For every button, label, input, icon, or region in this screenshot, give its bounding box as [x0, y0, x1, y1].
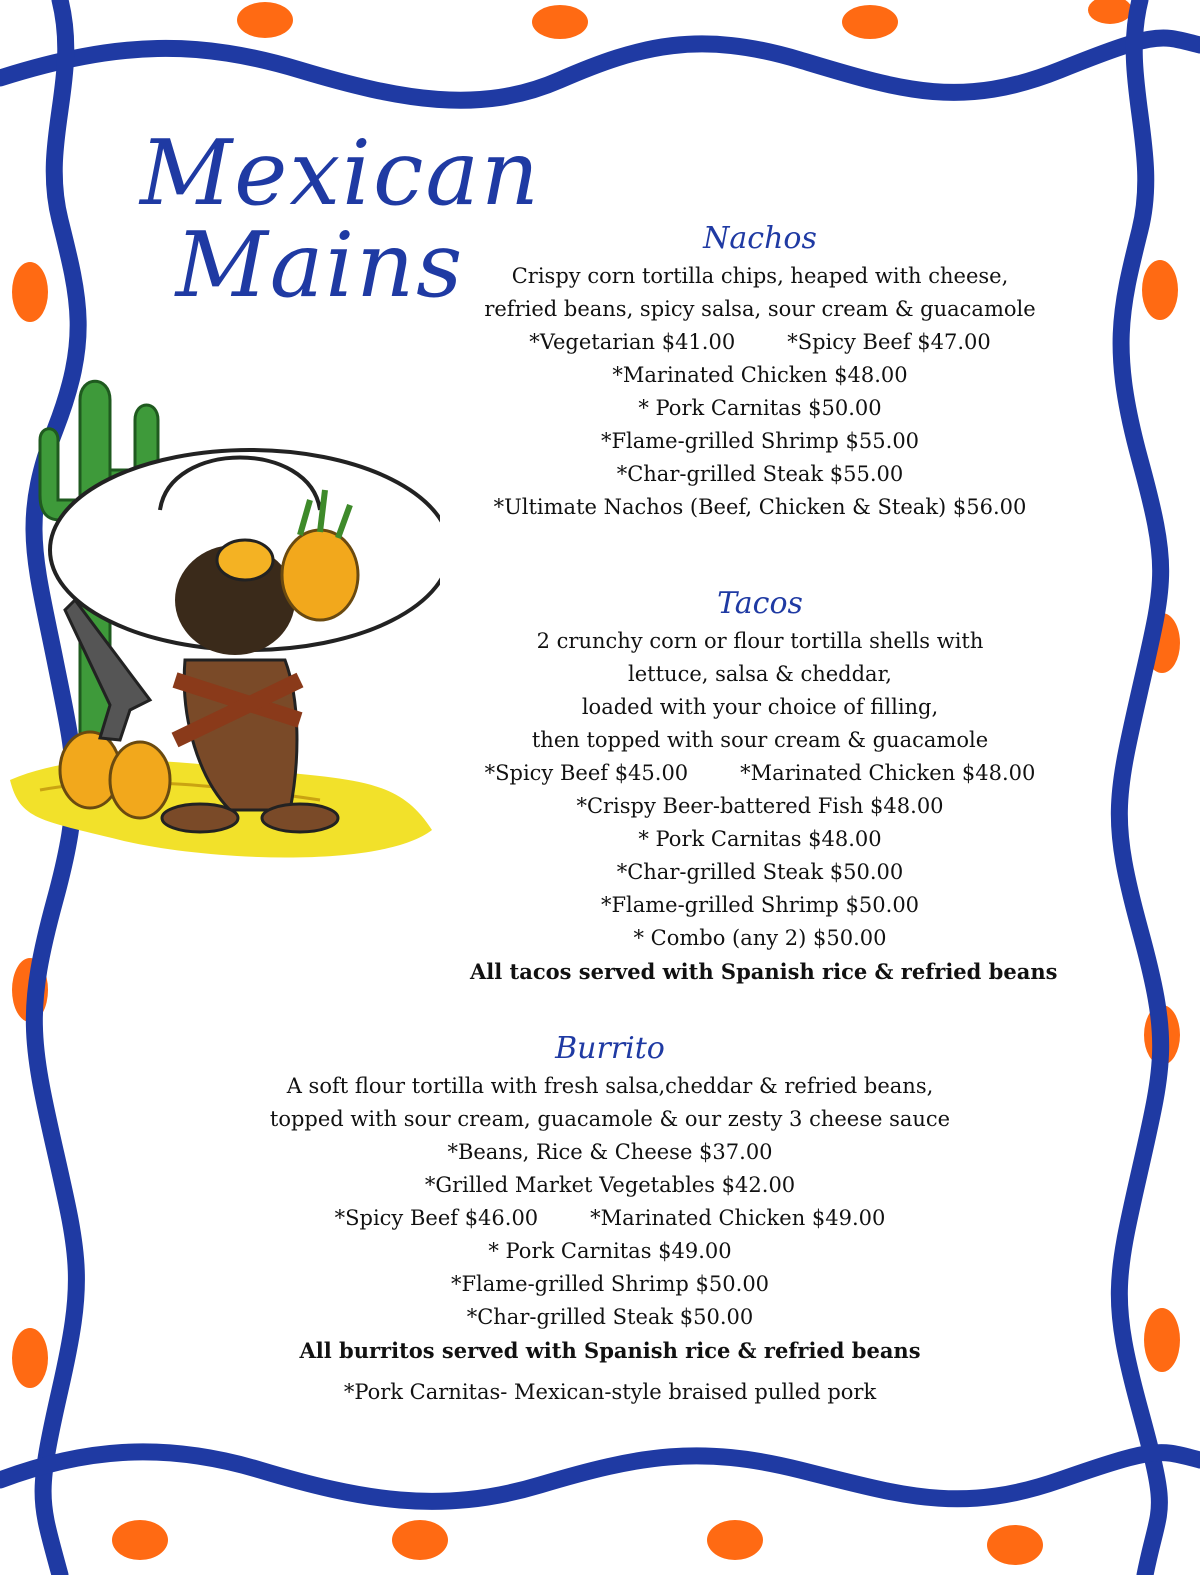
- menu-item: *Flame-grilled Shrimp $55.00: [600, 429, 920, 453]
- menu-item: * Pork Carnitas $48.00: [638, 827, 882, 851]
- menu-item: *Crispy Beer-battered Fish $48.00: [576, 794, 944, 818]
- menu-item: *Vegetarian $41.00: [529, 330, 736, 354]
- tacos-desc-line: 2 crunchy corn or flour tortilla shells with: [536, 629, 984, 653]
- menu-item: *Spicy Beef $47.00: [787, 330, 991, 354]
- burrito-desc-line: A soft flour tortilla with fresh salsa,cheddar & refried beans,: [286, 1074, 934, 1098]
- menu-item: *Char-grilled Steak $50.00: [466, 1305, 754, 1329]
- nachos-desc-line: Crispy corn tortilla chips, heaped with cheese,: [511, 264, 1009, 288]
- tacos-heading: Tacos: [717, 586, 803, 621]
- burrito-heading: Burrito: [555, 1031, 665, 1066]
- burrito-item-pair: [240, 1202, 980, 1235]
- bandito-cactus-icon: [0, 360, 440, 880]
- tacos-section: [470, 585, 1058, 988]
- menu-item: *Flame-grilled Shrimp $50.00: [600, 893, 920, 917]
- menu-item: *Ultimate Nachos (Beef, Chicken & Steak) $56.00: [493, 495, 1027, 519]
- menu-item: *Marinated Chicken $48.00: [612, 363, 908, 387]
- tacos-desc-line: loaded with your choice of filling,: [581, 695, 939, 719]
- menu-title: [140, 121, 541, 318]
- tacos-item-pair: [470, 757, 1050, 790]
- menu-item: *Char-grilled Steak $50.00: [616, 860, 904, 884]
- burrito-desc-line: topped with sour cream, guacamole & our zesty 3 cheese sauce: [269, 1107, 951, 1131]
- menu-item: * Pork Carnitas $50.00: [638, 396, 882, 420]
- menu-item: *Flame-grilled Shrimp $50.00: [450, 1272, 770, 1296]
- footnote: *Pork Carnitas- Mexican-style braised pulled pork: [343, 1380, 877, 1404]
- nachos-desc-line: refried beans, spicy salsa, sour cream & guacamole: [484, 297, 1036, 321]
- nachos-section: [470, 220, 1050, 524]
- tacos-desc-line: lettuce, salsa & cheddar,: [628, 662, 892, 686]
- menu-item: *Marinated Chicken $48.00: [740, 761, 1036, 785]
- burrito-note: All burritos served with Spanish rice & refried beans: [299, 1338, 921, 1363]
- menu-item: * Pork Carnitas $49.00: [488, 1239, 732, 1263]
- tacos-note: All tacos served with Spanish rice & refried beans: [470, 959, 1058, 984]
- nachos-heading: Nachos: [703, 221, 817, 256]
- menu-item: *Grilled Market Vegetables $42.00: [424, 1173, 796, 1197]
- title-line-2: Mains: [175, 213, 465, 318]
- title-line-1: Mexican: [140, 121, 541, 226]
- menu-item: *Spicy Beef $45.00: [484, 761, 689, 785]
- burrito-section: [240, 1030, 980, 1367]
- menu-item: *Beans, Rice & Cheese $37.00: [447, 1140, 773, 1164]
- menu-item: *Spicy Beef $46.00: [334, 1206, 539, 1230]
- tacos-desc-line: then topped with sour cream & guacamole: [531, 728, 989, 752]
- menu-item: *Char-grilled Steak $55.00: [616, 462, 904, 486]
- menu-item: * Combo (any 2) $50.00: [633, 926, 887, 950]
- nachos-item-pair: [470, 326, 1050, 359]
- menu-item: *Marinated Chicken $49.00: [590, 1206, 886, 1230]
